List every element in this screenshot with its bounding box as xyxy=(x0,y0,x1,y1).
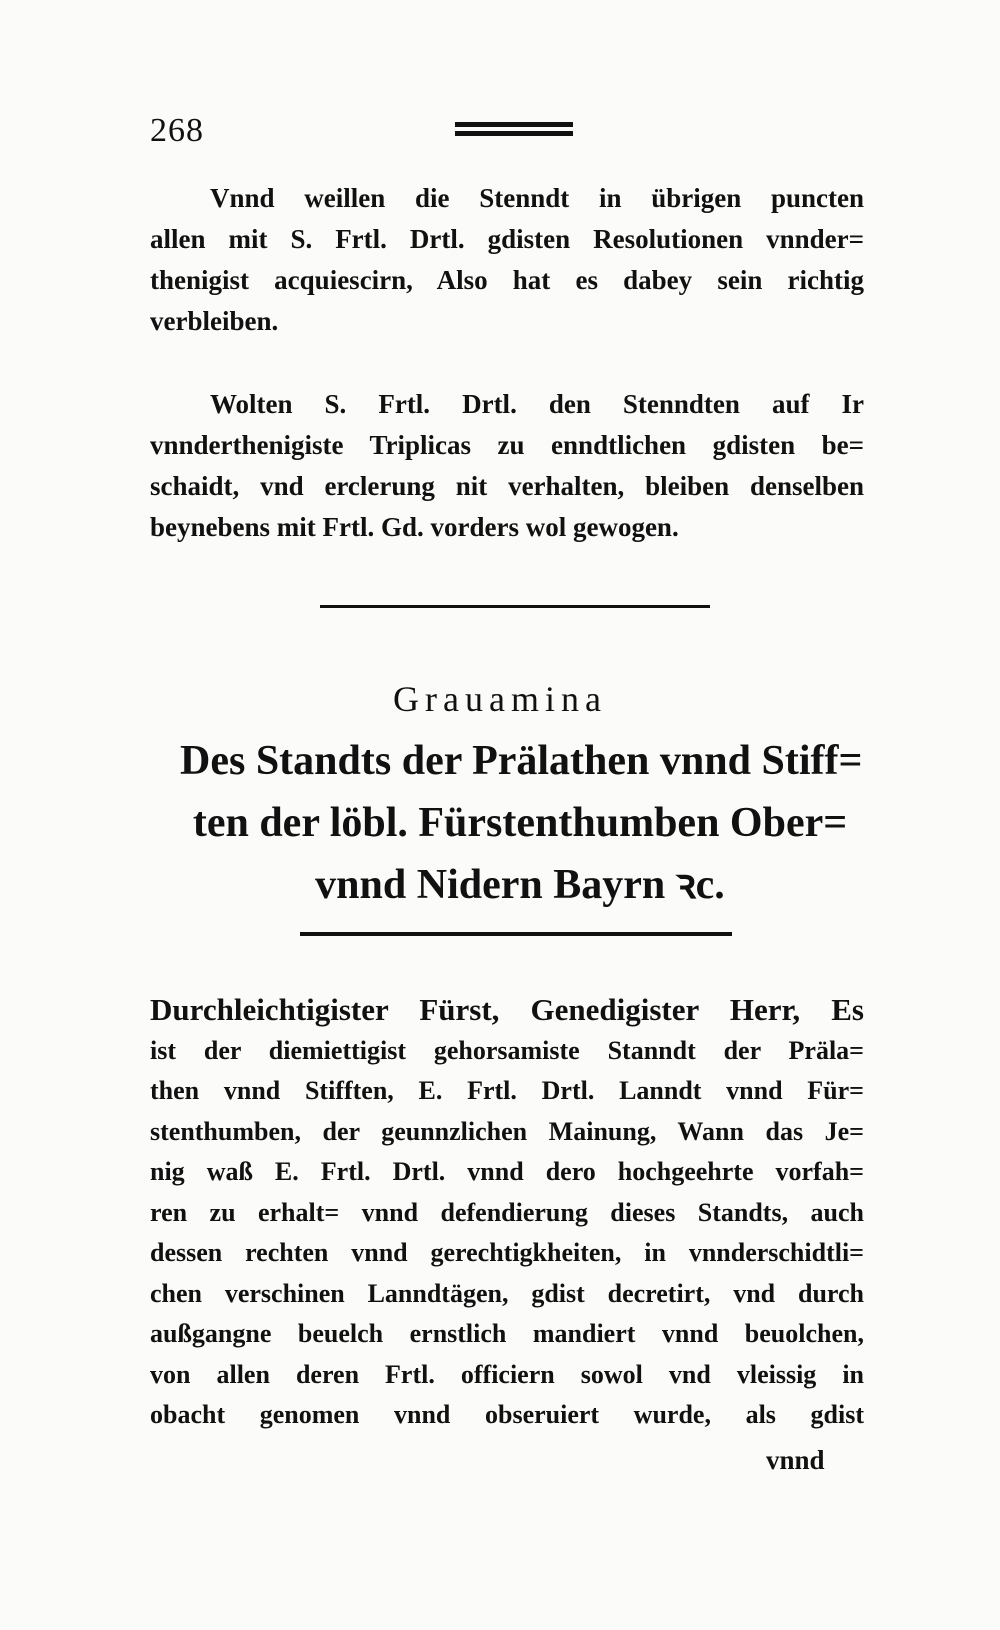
text-line: Vnnd weillen die Stenndt in übrigen puncten xyxy=(210,183,864,213)
section-subtitle xyxy=(180,730,863,916)
header-rule-bar xyxy=(455,131,573,136)
subtitle-line: Des Standts der Prälathen vnnd Stiff= xyxy=(180,738,863,784)
text-line: ist der diemiettigist gehorsamiste Stanndt der Präla= xyxy=(150,1035,864,1065)
text-line: chen verschinen Lanndtägen, gdist decretirt, vnd durch xyxy=(150,1278,864,1308)
text-line: thenigist acquiescirn, Also hat es dabey sein richtig xyxy=(150,265,864,295)
section-divider xyxy=(300,932,732,936)
section-title: Grauamina xyxy=(393,679,607,719)
header-rule-bar xyxy=(455,122,573,127)
text-line: then vnnd Stifften, E. Frtl. Drtl. Lanndt vnnd Für= xyxy=(150,1076,864,1105)
paragraph-3 xyxy=(150,990,864,1436)
text-line: Wolten S. Frtl. Drtl. den Stenndten auf Ir xyxy=(210,389,864,419)
text-line: stenthumben, der geunnzlichen Mainung, Wann das Je= xyxy=(150,1116,864,1146)
text-line: ren zu erhalt= vnnd defendierung dieses Standts, auch xyxy=(150,1197,864,1227)
subtitle-line: vnnd Nidern Bayrn ꝛc. xyxy=(315,862,725,908)
text-line: allen mit S. Frtl. Drtl. gdisten Resolutionen vnnder= xyxy=(150,224,864,254)
section-divider xyxy=(320,605,710,608)
text-line: außgangne beuelch ernstlich mandiert vnnd beuolchen, xyxy=(150,1319,864,1348)
text-line: beynebens mit Frtl. Gd. vorders wol gewogen. xyxy=(150,512,679,542)
text-line: obacht genomen vnnd obseruiert wurde, als gdist xyxy=(150,1400,864,1429)
text-line: vnnderthenigiste Triplicas zu enndtlichen gdisten be= xyxy=(150,430,864,460)
text-line: nig waß E. Frtl. Drtl. vnnd dero hochgeehrte vorfah= xyxy=(150,1157,864,1186)
text-line: von allen deren Frtl. officiern sowol vnd vleissig in xyxy=(150,1359,864,1389)
subtitle-line: ten der löbl. Fürstenthumben Ober= xyxy=(192,800,848,846)
paragraph-2 xyxy=(150,384,864,548)
paragraph-1 xyxy=(150,178,864,342)
header-rule xyxy=(455,122,573,140)
text-line: schaidt, vnd ercl​erung nit verhalten, bleiben denselben xyxy=(150,471,864,501)
catchword: vnnd xyxy=(766,1445,825,1475)
text-line: verbleiben. xyxy=(150,306,279,336)
page-number: 268 xyxy=(150,112,204,149)
text-line: Durchleichtigister Fürst, Genedigister Herr, Es xyxy=(150,992,864,1027)
text-line: dessen rechten vnnd gerechtigkheiten, in vnnderschidtli= xyxy=(150,1238,864,1267)
